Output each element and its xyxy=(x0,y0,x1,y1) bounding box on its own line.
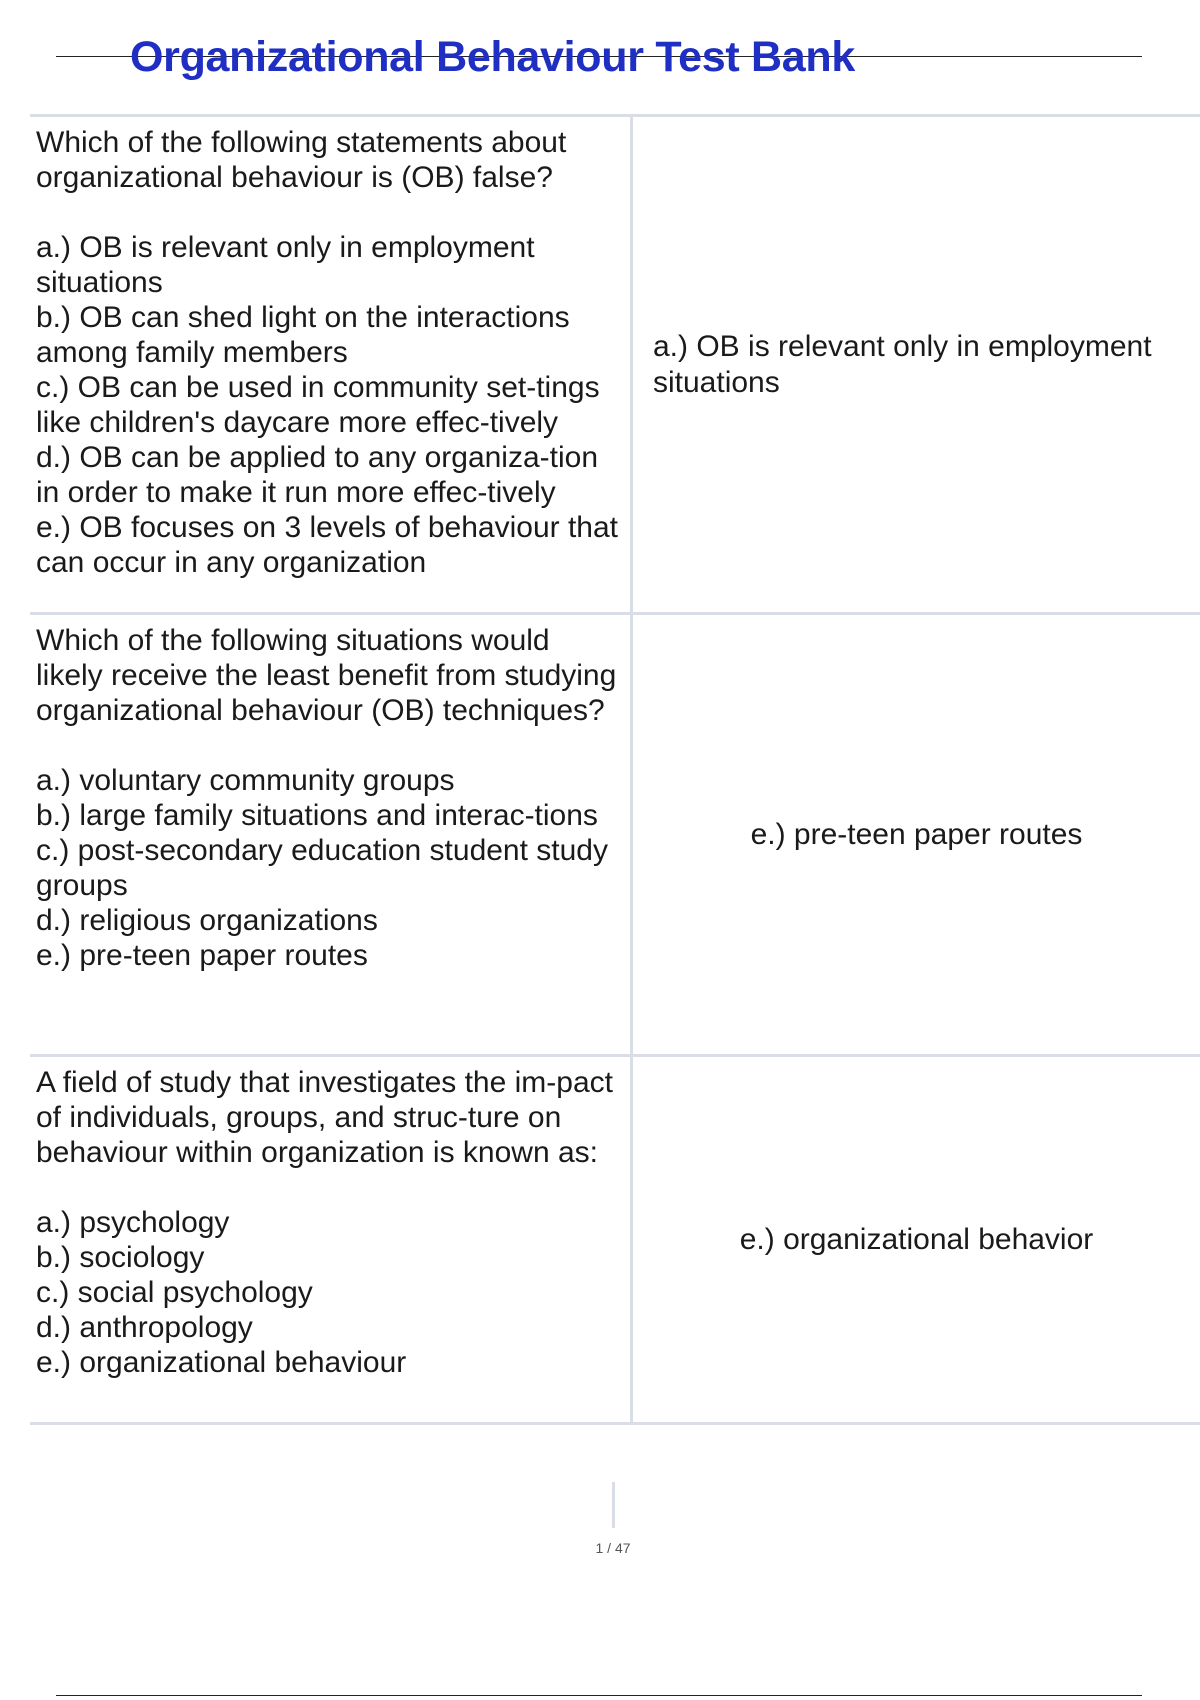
option-a: a.) psychology xyxy=(36,1206,230,1239)
question-text: Which of the following situations would likely receive the least benefit from studying organizational behaviour (OB) techniques? xyxy=(36,624,617,727)
answer-cell: a.) OB is relevant only in employment situations xyxy=(653,329,1152,399)
column-divider-stub xyxy=(612,1482,615,1528)
option-e: e.) OB focuses on 3 levels of behaviour that can occur in any organization xyxy=(36,511,618,579)
page-number: 1 / 47 xyxy=(595,1540,631,1556)
option-c: c.) social psychology xyxy=(36,1276,313,1309)
option-c: c.) post-secondary education student study groups xyxy=(36,834,608,902)
option-b: b.) large family situations and interac-tions xyxy=(36,799,598,832)
option-c: c.) OB can be used in community set-tings like children's daycare more effec-tively xyxy=(36,371,600,439)
option-b: b.) OB can shed light on the interactions among family members xyxy=(36,301,570,369)
question-row-2 xyxy=(30,614,1200,1056)
option-a: a.) OB is relevant only in employment situations xyxy=(36,231,535,299)
question-cell xyxy=(30,614,632,1056)
option-d: d.) religious organizations xyxy=(36,904,378,937)
question-cell xyxy=(30,1056,632,1424)
question-text: A field of study that investigates the im-pact of individuals, groups, and struc-ture on behaviour within organization is known as: xyxy=(36,1066,613,1169)
question-cell xyxy=(30,116,632,614)
option-a: a.) voluntary community groups xyxy=(36,764,455,797)
answer-cell: e.) pre-teen paper routes xyxy=(750,817,1083,851)
question-text: Which of the following statements about organizational behaviour is (OB) false? xyxy=(36,126,567,194)
question-answer-table xyxy=(30,114,1200,1425)
question-row-1 xyxy=(30,116,1200,614)
footer-rule xyxy=(56,1695,1142,1696)
answer-cell: e.) organizational behavior xyxy=(739,1222,1094,1256)
option-d: d.) anthropology xyxy=(36,1311,253,1344)
page-title: Organizational Behaviour Test Bank xyxy=(130,33,855,81)
question-row-3 xyxy=(30,1056,1200,1424)
option-b: b.) sociology xyxy=(36,1241,205,1274)
option-d: d.) OB can be applied to any organiza-tion in order to make it run more effec-tively xyxy=(36,441,599,509)
option-e: e.) pre-teen paper routes xyxy=(36,939,368,972)
option-e: e.) organizational behaviour xyxy=(36,1346,407,1379)
